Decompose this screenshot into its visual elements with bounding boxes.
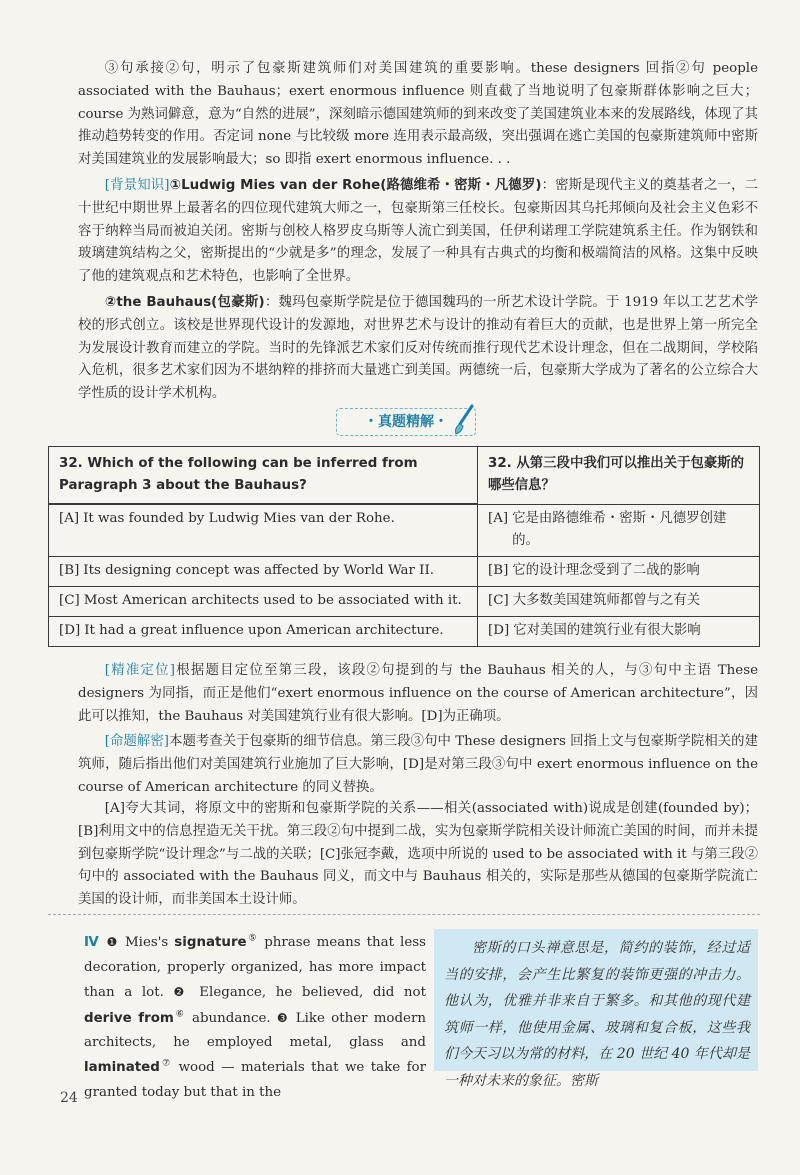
section-divider: [48, 914, 760, 915]
analysis-paragraph: [78, 58, 758, 172]
page-number: 24: [60, 1090, 78, 1106]
option-label: [D]: [59, 622, 81, 638]
locate-tag: [精准定位]: [104, 663, 176, 678]
background-item-2: [78, 292, 758, 406]
sentence-text: Mies's: [118, 935, 175, 950]
option-row-c: [49, 586, 760, 616]
translation-text: 密斯的口头禅意思是，简约的装饰，经过适当的安排，会产生比繁复的装饰更强的冲击力。他认为，优雅并非来自于繁多。和其他的现代建筑师一样，他使用金属、玻璃和复合板，这些我们今天习以为常的材料，在 20 世纪 40 年代却是一种对未来的象征。密斯: [444, 940, 750, 1089]
option-a-zh: 它是由路德维希・密斯・凡德罗创建的。: [512, 510, 727, 548]
sentence-number: ❷: [173, 985, 190, 1000]
option-c-en: Most American architects used to be associated with it.: [83, 592, 462, 608]
analysis-text: ③句承接②句，明示了包豪斯建筑师们对美国建筑的重要影响。these designers 回指②句 people associated with the Bauhaus；exert enormous influence 则直截了当地说明了包豪斯群体影响之巨大；course 为熟词僻意，意为“自然的进展”，深刻暗示德国建筑师的到来改变了美国建筑业本来的发展路线，体现了其推动趋势转变的作用。否定词 none 与比较级 more 连用表示最高级，突出强调在逃亡美国的包豪斯建筑师中密斯对美国建筑业的发展影响最大；so 即指 exert enormous influence. . .: [78, 61, 758, 168]
mies-text: ：密斯是现代主义的奠基者之一，二十世纪中期世界上最著名的四位现代建筑大师之一，包豪斯第三任校长。包豪斯因其乌托邦倾向及社会主义色彩不容于纳粹当局而被迫关闭。密斯与创校人格罗皮乌斯等人流亡到美国，任伊利诺理工学院建筑系主任。作为钢铁和玻璃建筑结构之父，密斯提出的“少就是多”的理念，发展了一种具有古典式的均衡和极端简洁的风格。这集中反映了他的建筑观点和艺术特色，也影响了全世界。: [78, 178, 759, 285]
sentence-text: Elegance, he believed, did not: [189, 985, 426, 1001]
option-row-d: [49, 616, 760, 646]
bauhaus-title: ②the Bauhaus(包豪斯): [104, 295, 265, 310]
question-stem-en: 32. Which of the following can be inferred from Paragraph 3 about the Bauhaus?: [49, 447, 478, 505]
question-stem-row: [49, 447, 760, 505]
option-a-en: It was founded by Ludwig Mies van der Rohe.: [83, 511, 395, 526]
background-tag: [背景知识]: [104, 178, 170, 193]
option-label: [B]: [488, 562, 509, 578]
option-row-a: [49, 504, 760, 556]
mies-title: ①Ludwig Mies van der Rohe(路德维希・密斯・凡德罗): [169, 178, 542, 193]
secret-text-2: [A]夸大其词，将原文中的密斯和包豪斯学院的关系——相关(associated with)说成是创建(founded by)；[B]利用文中的信息捏造无关干扰。第三段②句中提到二战，实为包豪斯学院相关设计师流亡美国的时间，而并未提到包豪斯学院“设计理念”与二战的关联；[C]张冠李戴，选项中所说的 used to be associated with it 与第三段②句中的 associated with the Bauhaus 同义，而文中与 Bauhaus 相关的，实际是那些从德国的包豪斯学院流亡美国的设计师，而非美国本土设计师。: [78, 801, 758, 908]
option-label: [B]: [59, 562, 80, 578]
option-d-en: It had a great influence upon American architecture.: [84, 622, 444, 638]
sentence-text: abundance.: [185, 1010, 271, 1026]
option-label: [A]: [488, 510, 509, 526]
option-label: [A]: [59, 511, 80, 526]
option-label: [C]: [59, 592, 80, 608]
option-row-b: [49, 556, 760, 586]
vocab-word: derive from: [84, 1010, 174, 1026]
footnote-mark: ⑤: [246, 933, 259, 944]
footnote-mark: ⑦: [159, 1058, 173, 1069]
sentence-text: wood — materials that we take for granted today but that in the: [84, 1059, 426, 1100]
paragraph-roman-number: Ⅳ: [84, 935, 101, 950]
locate-text: 根据题目定位至第三段，该段②句提到的与 the Bauhaus 相关的人，与③句中主语 These designers 为同指，而正是他们“exert enormous influence on the course of American architecture”，因此可以推知，the Bauhaus 对美国建筑行业有很大影响。[D]为正确项。: [78, 663, 758, 724]
secret-paragraph: [78, 731, 758, 799]
secret-tag: [命题解密]: [104, 734, 169, 749]
bauhaus-text: ：魏玛包豪斯学院是位于德国魏玛的一所艺术设计学院。于 1919 年以工艺艺术学校的形式创立。该校是世界现代设计的发源地，对世界艺术与设计的推动有着巨大的贡献，也是世界上第一所完全为发展设计教育而建立的学院。当时的先锋派艺术家们反对传统而推行现代艺术设计理念，但在二战期间，学校陷入危机，很多艺术家们因为不堪纳粹的排挤而大量逃亡到美国。两德统一后，包豪斯大学成为了著名的公立综合大学性质的设计学术机构。: [78, 295, 758, 402]
secret-paragraph-2: [78, 798, 758, 912]
sentence-text: phrase means that less decoration, properly organized, has more impact than a lot.: [84, 935, 426, 1001]
option-c-zh: 大多数美国建筑师都曾与之有关: [512, 592, 701, 608]
option-label: [C]: [488, 592, 509, 608]
brush-icon: [450, 404, 476, 438]
option-d-zh: 它对美国的建筑行业有很大影响: [513, 622, 701, 638]
sentence-number: ❶: [106, 935, 119, 949]
translation-box: [434, 929, 758, 1089]
sentence-text: Like other modern architects, he employed metal, glass and: [84, 1010, 426, 1051]
vocab-word: laminated: [84, 1059, 160, 1075]
secret-text: 本题考查关于包豪斯的细节信息。第三段③句中 These designers 回指上文与包豪斯学院相关的建筑师，随后指出他们对美国建筑行业施加了巨大影响，[D]是对第三段③句中 exert enormous influence on the course of American architecture 的同义替换。: [78, 734, 759, 795]
question-table: [48, 446, 760, 647]
sentence-number: ❸: [276, 1010, 290, 1025]
option-b-zh: 它的设计理念受到了二战的影响: [512, 562, 700, 578]
footnote-mark: ⑥: [173, 1009, 186, 1020]
vocab-word: signature: [174, 935, 247, 950]
locate-paragraph: [78, 660, 758, 728]
question-stem-zh: 32. 从第三段中我们可以推出关于包豪斯的哪些信息？: [478, 447, 760, 505]
passage-paragraph: [84, 930, 426, 1105]
option-b-en: Its designing concept was affected by World War II.: [83, 562, 435, 578]
section-banner: ・真题精解・: [336, 408, 476, 436]
background-item-1: [78, 175, 758, 289]
option-label: [D]: [488, 622, 510, 638]
